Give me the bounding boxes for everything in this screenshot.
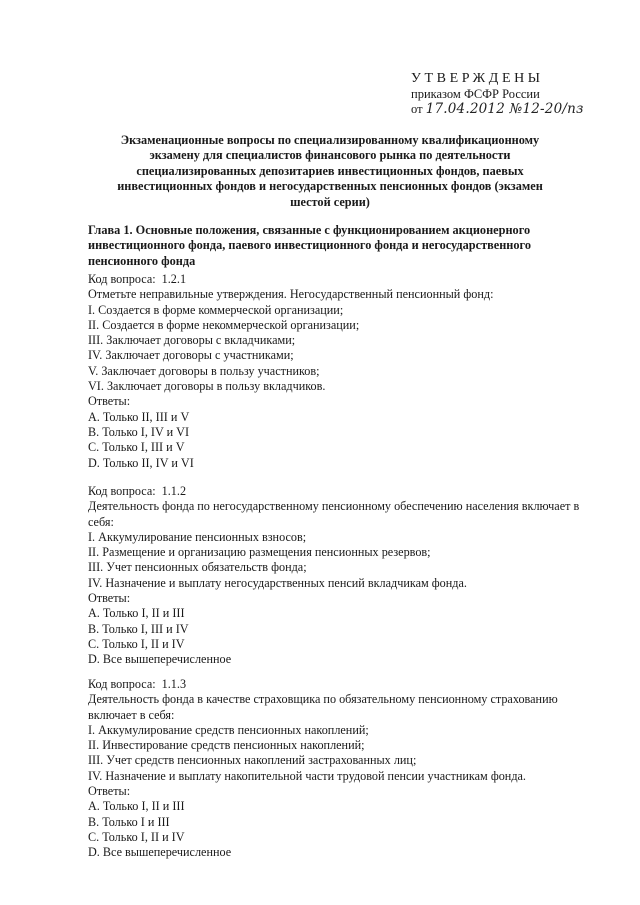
- question-item: IV. Назначение и выплату накопительной части трудовой пенсии участникам фонда.: [88, 768, 526, 783]
- answers-label: Ответы:: [88, 591, 131, 606]
- answer-option: B. Только I и III: [88, 814, 170, 829]
- answers-label: Ответы:: [88, 784, 131, 799]
- answer-option: B. Только I, III и IV: [88, 621, 189, 636]
- question-block: [88, 272, 583, 471]
- question-code-line: [88, 272, 583, 287]
- answer-option: B. Только I, IV и VI: [88, 424, 190, 439]
- answers-label: Ответы:: [88, 394, 131, 409]
- question-code: 1.1.2: [161, 484, 187, 498]
- question-code: 1.1.3: [161, 677, 187, 691]
- question-item: IV. Заключает договоры с участниками;: [88, 348, 294, 363]
- question-item: II. Создается в форме некоммерческой организации;: [88, 317, 360, 332]
- question-block: [88, 677, 583, 861]
- question-block: [88, 484, 583, 668]
- approval-stamp: [411, 70, 584, 117]
- question-item: III. Учет средств пенсионных накоплений застрахованных лиц;: [88, 753, 417, 768]
- question-code-label: Код вопроса:: [88, 484, 156, 498]
- approval-from-label: от: [411, 102, 423, 116]
- answer-option: C. Только I, II и IV: [88, 829, 185, 844]
- approval-word: УТВЕРЖДЕНЫ: [411, 71, 544, 86]
- question-item: III. Учет пенсионных обязательств фонда;: [88, 560, 307, 575]
- question-code-line: [88, 484, 583, 499]
- answer-option: C. Только I, III и V: [88, 440, 185, 455]
- question-text: Деятельность фонда по негосударственному пенсионному обеспечению населения включает в себя:: [88, 499, 580, 529]
- answer-option: D. Только II, IV и VI: [88, 455, 194, 470]
- question-text: Отметьте неправильные утверждения. Негосударственный пенсионный фонд:: [88, 287, 494, 302]
- question-item: VI. Заключает договоры в пользу вкладчиков.: [88, 379, 326, 394]
- question-item: I. Создается в форме коммерческой организации;: [88, 302, 344, 317]
- handwritten-date-number: 17.04.2012 №12-20/пз: [425, 101, 584, 117]
- answer-option: A. Только I, II и III: [88, 799, 185, 814]
- question-code-line: [88, 677, 583, 692]
- question-item: III. Заключает договоры с вкладчиками;: [88, 333, 296, 348]
- question-item: V. Заключает договоры в пользу участников;: [88, 363, 320, 378]
- question-item: II. Инвестирование средств пенсионных накоплений;: [88, 738, 365, 753]
- question-code: 1.2.1: [161, 272, 187, 286]
- question-code-label: Код вопроса:: [88, 677, 156, 691]
- answer-option: D. Все вышеперечисленное: [88, 845, 232, 860]
- question-item: I. Аккумулирование пенсионных взносов;: [88, 529, 307, 544]
- question-item: II. Размещение и организацию размещения пенсионных резервов;: [88, 545, 431, 560]
- question-text: Деятельность фонда в качестве страховщика по обязательному пенсионному страхованию включает в себя:: [88, 692, 558, 722]
- document-title: Экзаменационные вопросы по специализированному квалификационному экзамену для специалистов финансового рынка по деятельности специализированных депозитариев инвестиционных фондов, паевых инвестиционных фондов и негосударственных пенсионных фондов (экзамен шестой серии): [117, 133, 543, 209]
- answer-option: C. Только I, II и IV: [88, 636, 185, 651]
- approval-date-line: [411, 102, 584, 117]
- question-item: IV. Назначение и выплату негосударственных пенсий вкладчикам фонда.: [88, 575, 467, 590]
- question-code-label: Код вопроса:: [88, 272, 156, 286]
- question-item: I. Аккумулирование средств пенсионных накоплений;: [88, 722, 369, 737]
- approval-order-line: приказом ФСФР России: [411, 87, 540, 101]
- answer-option: A. Только I, II и III: [88, 606, 185, 621]
- chapter-heading: Глава 1. Основные положения, связанные с функционированием акционерного инвестиционного фонда, паевого инвестиционного фонда и негосударственного пенсионного фонда: [88, 223, 531, 268]
- answer-option: A. Только II, III и V: [88, 409, 190, 424]
- answer-option: D. Все вышеперечисленное: [88, 652, 232, 667]
